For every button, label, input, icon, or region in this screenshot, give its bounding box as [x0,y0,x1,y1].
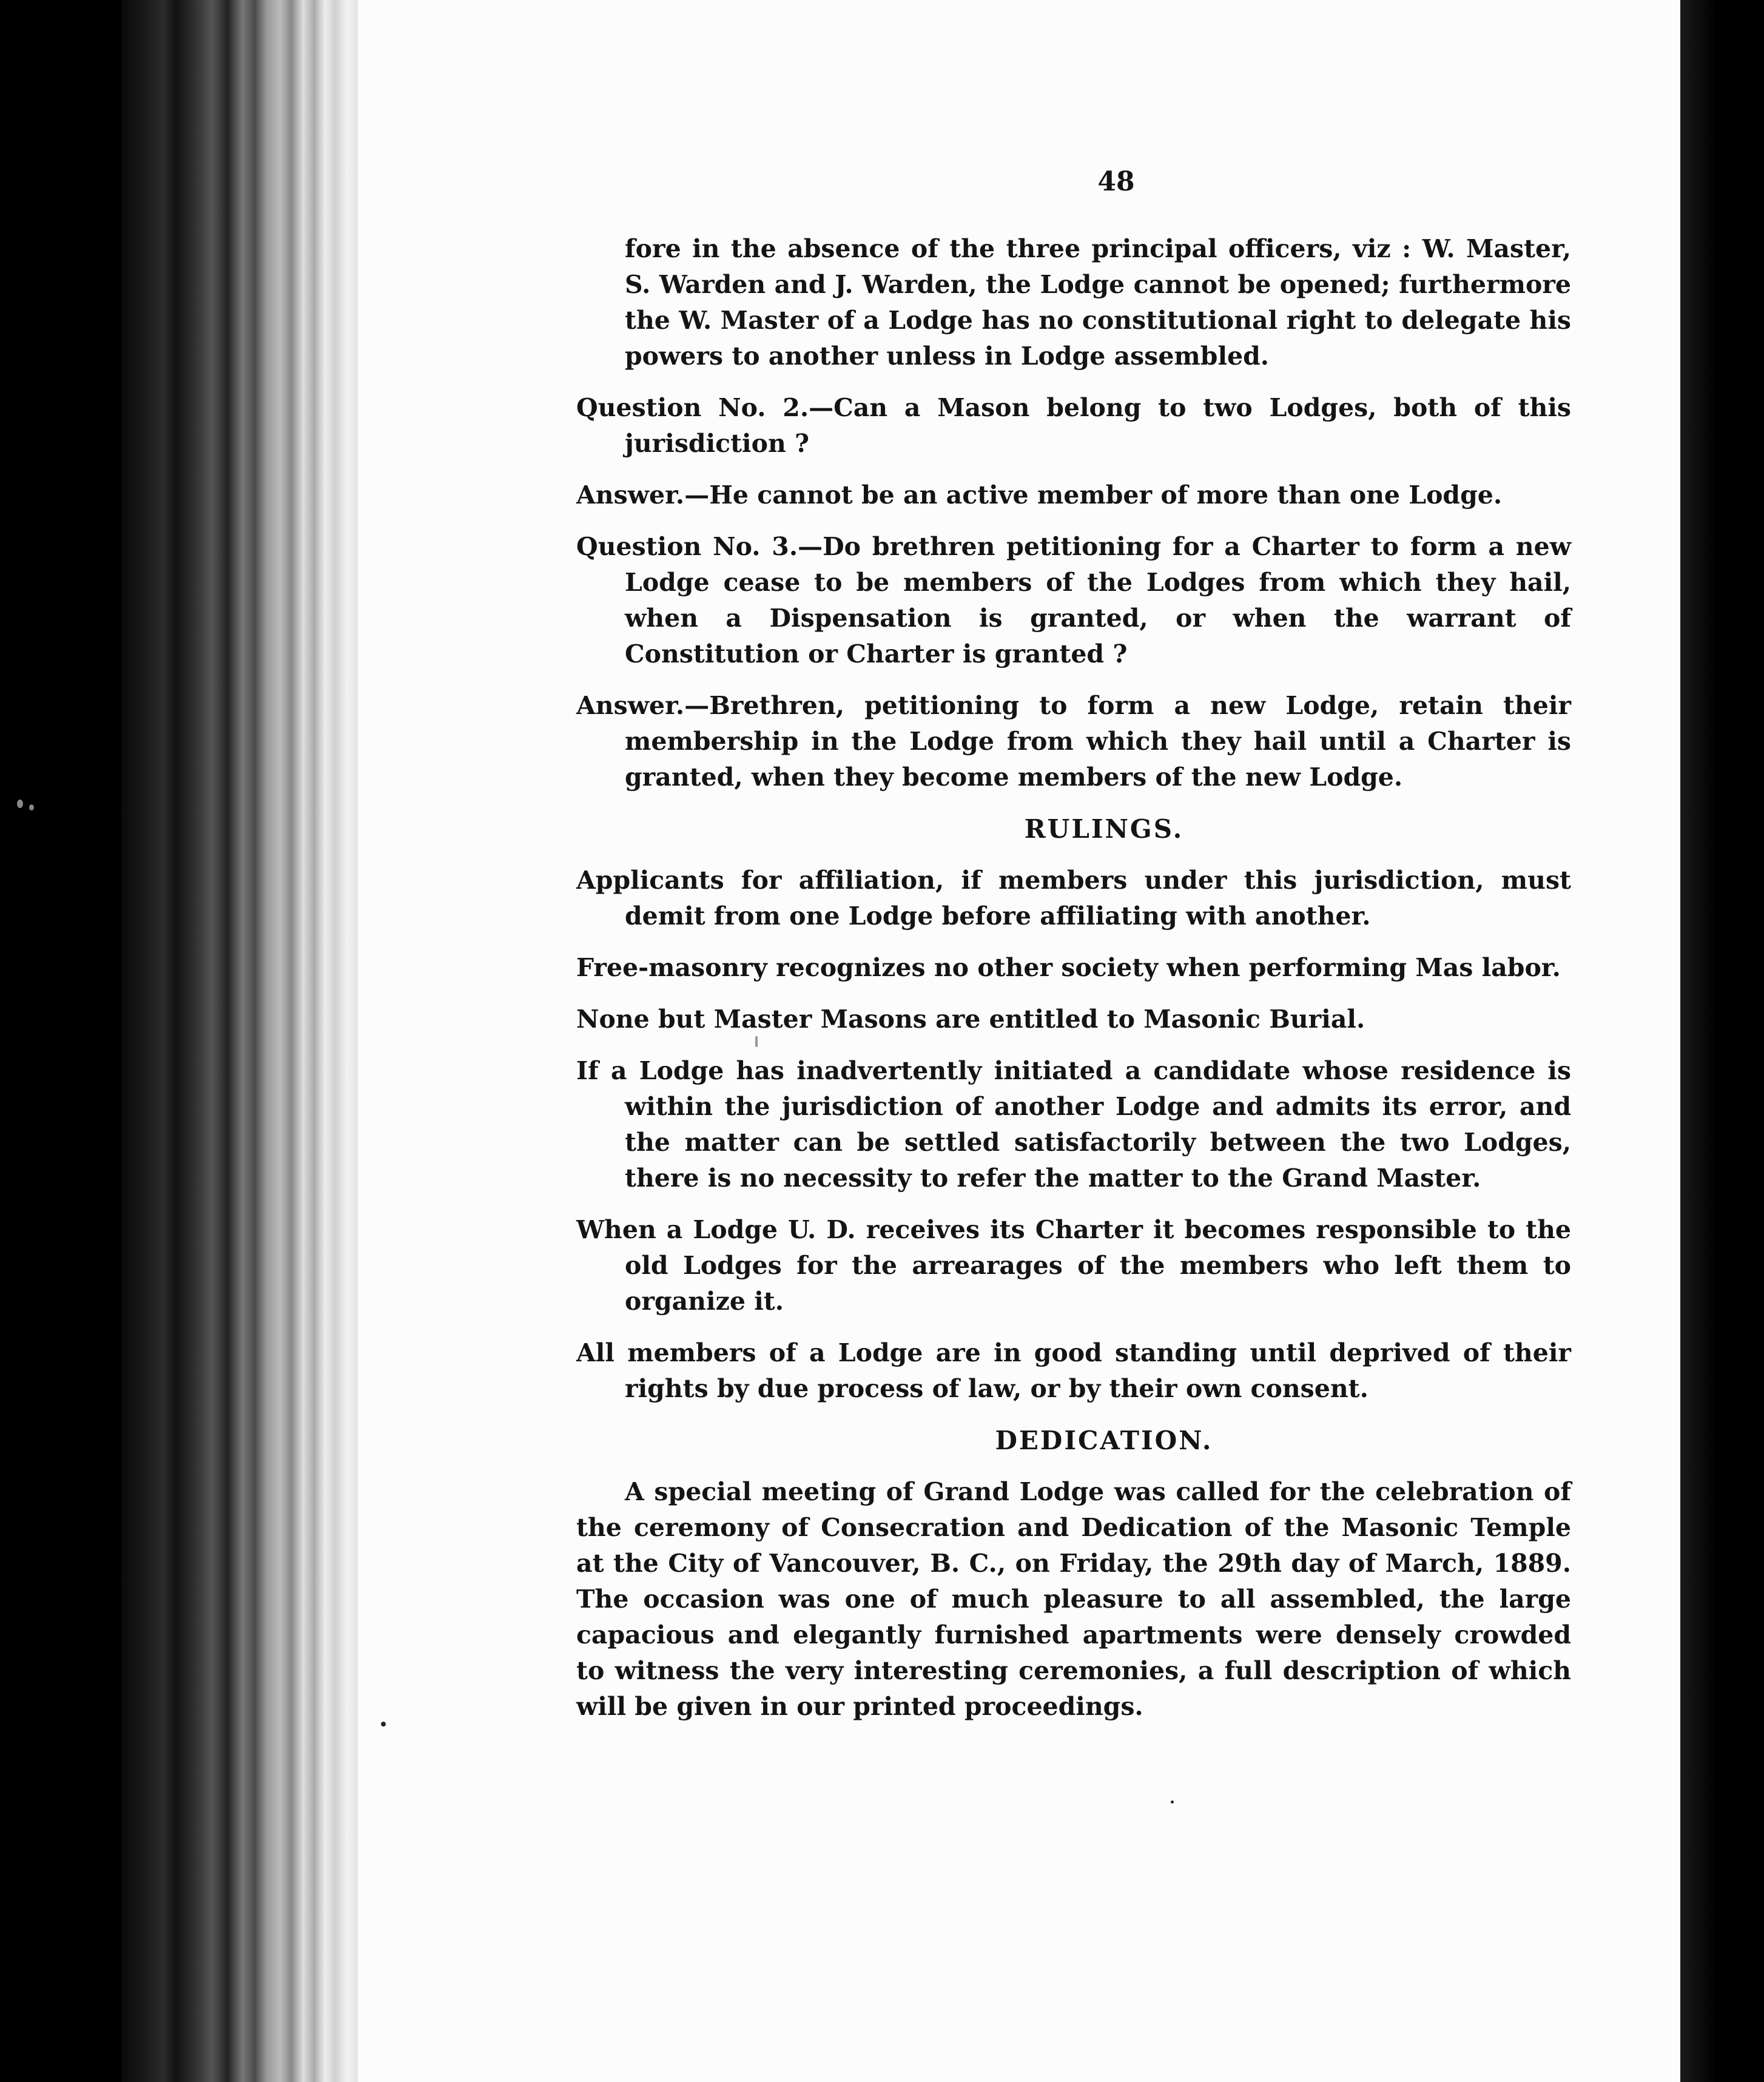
ruling-good-standing: All members of a Lodge are in good standing until deprived of their rights by due process of law, or by their own consent. [576,1338,1571,1403]
scan-speck [17,800,23,808]
book-page-edges [121,0,376,2082]
page-text-block [576,164,1571,1725]
ruling-charter: When a Lodge U. D. receives its Charter it becomes responsible to the old Lodges for the arrearages of the members who left them to organize it. [576,1215,1571,1316]
rulings-heading: RULINGS. [1024,814,1184,844]
scan-speck [29,804,34,810]
answer-3: Answer.—Brethren, petitioning to form a new Lodge, retain their membership in the Lodge from which they hail until a Charter is granted, when they become members of the new Lodge. [576,691,1571,792]
scan-speck [1171,1801,1174,1804]
ruling-other-society: Free-masonry recognizes no other society when performing Mas labor. [576,953,1561,982]
right-page-gutter [1680,0,1764,2082]
page-sheet [358,0,1680,2082]
answer-2: Answer.—He cannot be an active member of more than one Lodge. [576,480,1503,510]
scan-speck [381,1722,386,1727]
question-2: Question No. 2.—Can a Mason belong to two Lodges, both of this jurisdiction ? [576,393,1571,458]
ruling-jurisdiction: If a Lodge has inadvertently initiated a candidate whose residence is within the jurisdiction of another Lodge and admits its error, and the matter can be settled satisfactorily between the two Lodges, there is no necessity to refer the matter to the Grand Master. [576,1056,1571,1193]
ruling-affiliation: Applicants for affiliation, if members under this jurisdiction, must demit from one Lodge before affiliating with another. [576,866,1571,931]
page-number: 48 [1097,166,1135,197]
continued-paragraph: fore in the absence of the three principal officers, viz : W. Master, S. Warden and J. Warden, the Lodge cannot be opened; furthermore the W. Master of a Lodge has no constitutional right to delegate his powers to another unless in Lodge assembled. [625,234,1571,371]
scan-speck [755,1036,758,1047]
question-3: Question No. 3.—Do brethren petitioning for a Charter to form a new Lodge cease to be members of the Lodges from which they hail, when a Dispensation is granted, or when the warrant of Constitution or Charter is granted ? [576,532,1571,669]
ruling-burial: None but Master Masons are entitled to Masonic Burial. [576,1005,1365,1034]
dedication-heading: DEDICATION. [995,1426,1213,1455]
dedication-paragraph: A special meeting of Grand Lodge was called for the celebration of the ceremony of Consecration and Dedication of the Masonic Temple at the City of Vancouver, B. C., on Friday, the 29th day of March, 1889. The occasion was one of much pleasure to all assembled, the large capacious and elegantly furnished apartments were densely crowded to witness the very interesting ceremonies, a full description of which will be given in our printed proceedings. [576,1477,1571,1721]
